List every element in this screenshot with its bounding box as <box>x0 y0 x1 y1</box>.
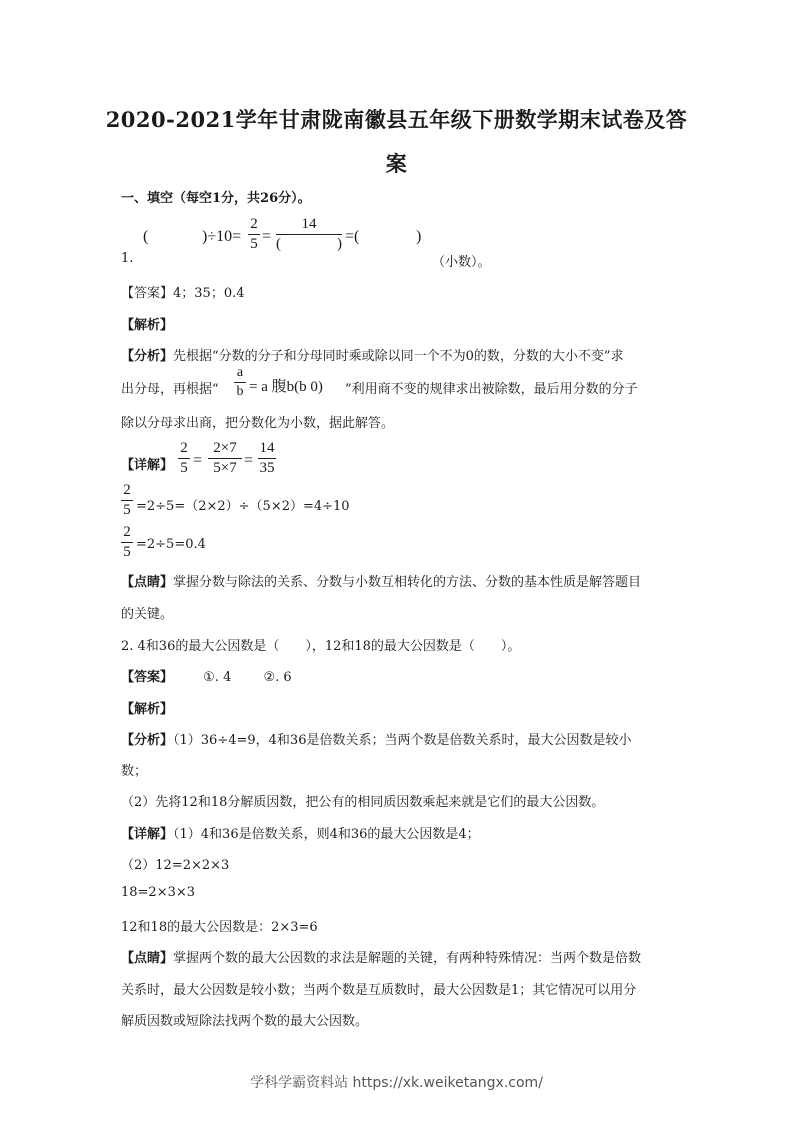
page-title: 2020-2021学年甘肃陇南徽县五年级下册数学期末试卷及答 <box>105 107 688 132</box>
q1-tip-text-1: 掌握分数与除法的关系、分数与小数互相转化的方法、分数的基本性质是解答题目 <box>173 575 642 590</box>
q1-equals: = <box>262 228 272 245</box>
q1-rule-numerator: a <box>236 365 244 380</box>
q1-analysis-text-2a: 出分母，再根据“ <box>121 382 219 397</box>
q2-answer <box>121 666 292 685</box>
q1-detail-frac-2 <box>208 441 242 476</box>
q2-tip-tag: 【点睛】 <box>121 951 174 966</box>
q2-answer-tag: 【答案】 <box>121 670 174 685</box>
q1-detail-frac-1-den: 5 <box>180 460 188 476</box>
q1-fraction-14-blank <box>276 217 342 252</box>
q1-detail-eq-2: = <box>244 452 254 469</box>
q1-detail-frac-2-den: 5×7 <box>213 460 237 476</box>
q1-frac2-den-close: ) <box>337 236 342 252</box>
q1-detail-frac-3-num: 14 <box>259 440 275 456</box>
q1-rule-expression: = a 腹b(b 0) <box>249 379 323 395</box>
q2-jiexi-label: 【解析】 <box>121 702 174 717</box>
q1-detail-frac-1 <box>178 441 190 476</box>
q2-detail-tag: 【详解】 <box>121 827 174 842</box>
q2-tip-line-3: 解质因数或短除法找两个数的最大公因数。 <box>121 1014 369 1029</box>
q1-analysis-tag: 【分析】 <box>121 349 174 364</box>
q2-analysis-text-1: （1）36÷4=9，4和36是倍数关系；当两个数是倍数关系时，最大公因数是较小 <box>173 733 632 748</box>
q1-detail-line-3-fraction <box>121 525 133 560</box>
page-title-continued: 案 <box>385 151 408 176</box>
q1-fraction-2-5 <box>248 217 260 252</box>
q2-analysis-line-3: （2）先将12和18分解质因数，把公有的相同质因数乘起来就是它们的最大公因数。 <box>121 795 605 810</box>
q1-frac1-denominator: 5 <box>250 236 258 252</box>
q1-detail-eq-1: = <box>193 452 203 469</box>
q2-analysis-line-2: 数； <box>121 764 148 779</box>
q1-tip-line-2: 的关键。 <box>121 607 174 622</box>
q1-line-2-den: 5 <box>123 502 131 518</box>
q1-line-3-num: 2 <box>123 524 131 540</box>
q1-tip-line-1 <box>121 571 641 590</box>
question-2: 2. 4和36的最大公因数是（ ），12和18的最大公因数是（ ）。 <box>121 639 521 654</box>
q1-answer: 【答案】4；35；0.4 <box>121 286 245 301</box>
q2-answer-1: ①. 4 <box>203 670 232 685</box>
q1-line-3-den: 5 <box>123 544 131 560</box>
q2-tip-text-1: 掌握两个数的最大公因数的求法是解题的关键，有两种特殊情况：当两个数是倍数 <box>173 951 642 966</box>
q1-analysis-line-3: 除以分母求出商，把分数化为小数，据此解答。 <box>121 416 395 431</box>
q1-equals-paren: =( <box>345 228 360 245</box>
q1-suffix: （小数）。 <box>432 255 491 270</box>
q1-jiexi-label: 【解析】 <box>121 318 174 333</box>
q2-detail-text-1: （1）4和36是倍数关系，则4和36的最大公因数是4； <box>173 827 480 842</box>
q1-detail-frac-1-num: 2 <box>180 440 188 456</box>
q2-detail-line-3: 18=2×3×3 <box>121 885 196 900</box>
q1-rule-denominator: b <box>236 384 244 399</box>
q1-detail-frac-3-den: 35 <box>259 460 275 476</box>
q1-tip-tag: 【点睛】 <box>121 575 174 590</box>
q1-analysis-line-1 <box>121 345 624 364</box>
q1-analysis-text-2b: ”利用商不变的规律求出被除数，最后用分数的分子 <box>345 382 638 397</box>
q2-analysis-tag: 【分析】 <box>121 733 174 748</box>
q2-answer-2: ②. 6 <box>263 670 292 685</box>
q1-rule-fraction <box>234 366 246 399</box>
q1-detail-frac-2-num: 2×7 <box>213 440 237 456</box>
q1-analysis-text-1: 先根据“分数的分子和分母同时乘或除以同一个不为0的数，分数的大小不变”求 <box>173 349 624 364</box>
section-heading: 一、填空（每空1分，共26分）。 <box>121 191 311 206</box>
q1-detail-tag: 【详解】 <box>121 458 174 473</box>
q1-frac2-den-open: ( <box>276 236 281 252</box>
q1-frac2-numerator: 14 <box>301 216 317 232</box>
q2-detail-line-4: 12和18的最大公因数是：2×3=6 <box>121 920 318 935</box>
q2-detail-line-1 <box>121 823 480 842</box>
q1-paren-open: ( <box>143 228 149 245</box>
q1-detail-line-2-text: =2÷5=（2×2）÷（5×2）=4÷10 <box>136 499 350 514</box>
q1-frac1-numerator: 2 <box>250 216 258 232</box>
q1-detail-line-2-fraction <box>121 483 133 518</box>
q1-div-10: )÷10= <box>202 228 242 245</box>
q2-tip-line-2: 关系时，最大公因数是较小数；当两个数是互质数时，最大公因数是1；其它情况可以用分 <box>121 983 637 998</box>
q1-line-2-num: 2 <box>123 482 131 498</box>
q2-detail-line-2: （2）12=2×2×3 <box>121 858 230 873</box>
q1-detail-frac-3 <box>258 441 276 476</box>
q1-paren-close: ) <box>416 228 422 245</box>
q2-tip-line-1 <box>121 947 641 966</box>
footer-watermark: 学科学霸资料站 https://xk.weiketangx.com/ <box>250 1075 543 1091</box>
q2-analysis-line-1 <box>121 729 631 748</box>
q1-detail-line-3-text: =2÷5=0.4 <box>136 537 206 552</box>
q1-number: 1. <box>121 251 134 266</box>
